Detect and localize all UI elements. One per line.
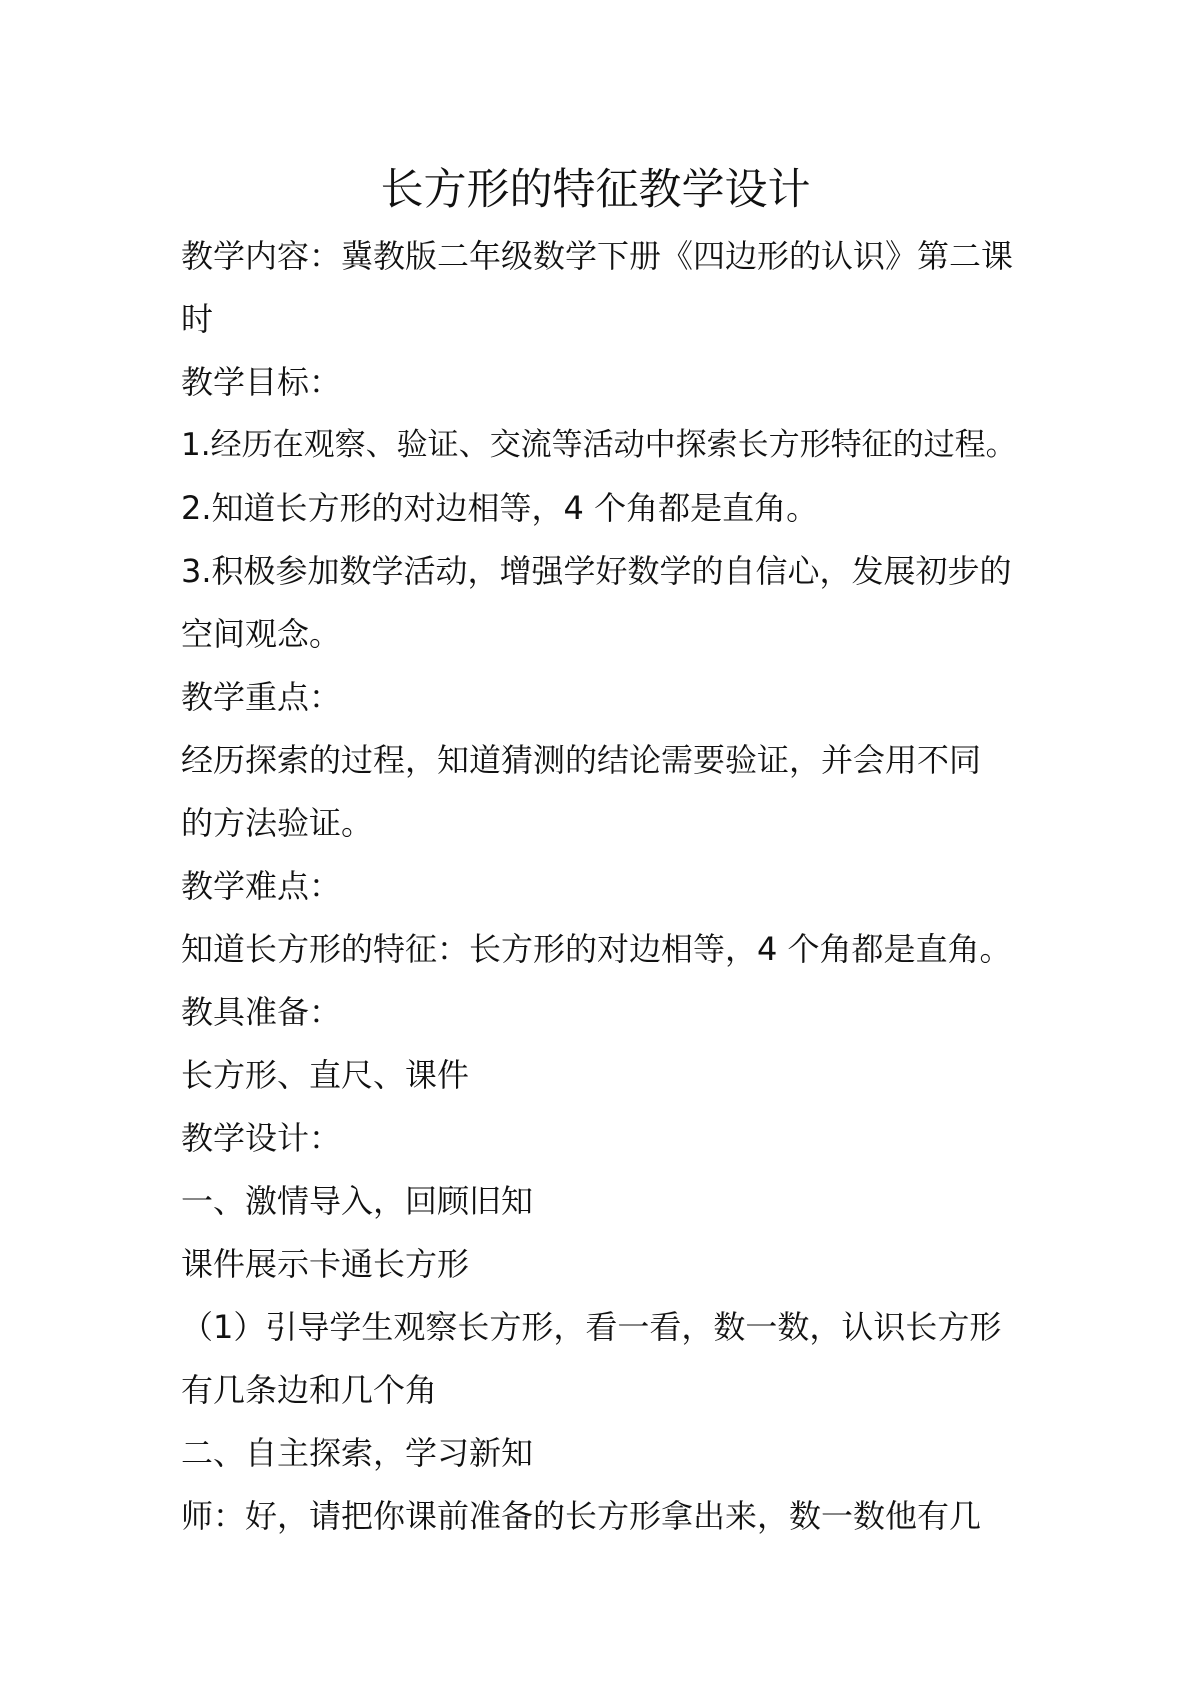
document-title: 长方形的特征教学设计 <box>380 165 811 215</box>
text-line: 一、激情导入，回顾旧知 <box>181 1182 534 1220</box>
text-line: 经历探索的过程，知道猜测的结论需要验证，并会用不同 <box>181 741 982 779</box>
section-heading-objectives: 教学目标： <box>181 363 342 401</box>
text-line: 时 <box>181 300 214 338</box>
text-line: 1.经历在观察、验证、交流等活动中探索长方形特征的过程。 <box>181 427 1017 463</box>
section-heading-difficulties: 教学难点： <box>181 867 342 905</box>
text-line: 空间观念。 <box>181 615 342 653</box>
text-line: 长方形、直尺、课件 <box>181 1056 470 1094</box>
text-line: 的方法验证。 <box>181 804 374 842</box>
text-line: 师：好，请把你课前准备的长方形拿出来，数一数他有几 <box>181 1497 982 1535</box>
text-line: 3.积极参加数学活动，增强学好数学的自信心，发展初步的 <box>181 552 1012 590</box>
section-heading-key-points: 教学重点： <box>181 678 342 716</box>
text-line: 有几条边和几个角 <box>181 1371 438 1409</box>
document-body <box>181 225 1021 1548</box>
section-heading-materials: 教具准备： <box>181 993 342 1031</box>
section-heading-design: 教学设计： <box>181 1119 342 1157</box>
text-line: 二、自主探索，学习新知 <box>181 1434 534 1472</box>
text-line: 课件展示卡通长方形 <box>181 1245 470 1283</box>
text-line: 2.知道长方形的对边相等，4 个角都是直角。 <box>181 489 819 527</box>
text-line: （1）引导学生观察长方形，看一看，数一数，认识长方形 <box>181 1308 1002 1346</box>
text-line: 教学内容：冀教版二年级数学下册《四边形的认识》第二课 <box>181 237 1014 275</box>
text-line: 知道长方形的特征：长方形的对边相等，4 个角都是直角。 <box>181 930 1012 968</box>
